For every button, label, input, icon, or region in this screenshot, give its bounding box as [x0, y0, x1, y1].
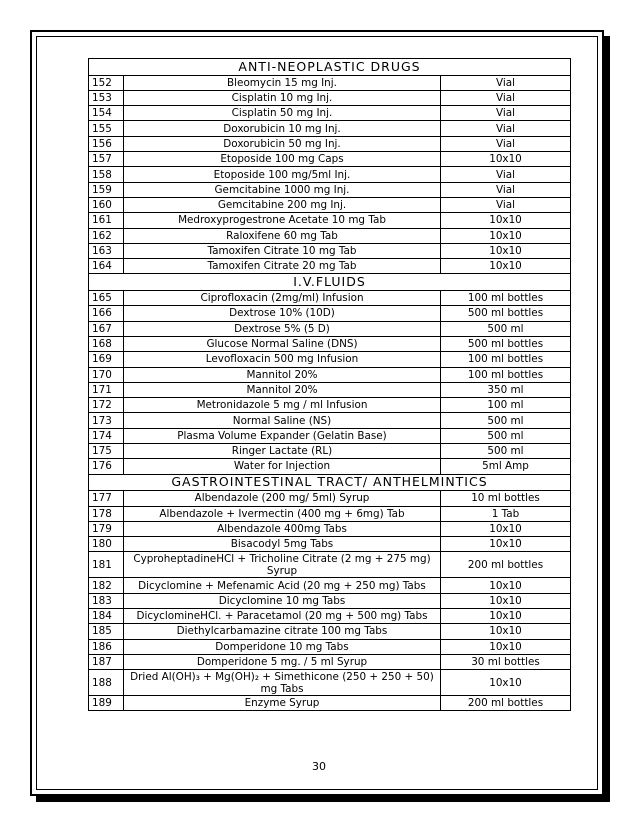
item-number: 169 — [89, 352, 124, 367]
drug-name: Plasma Volume Expander (Gelatin Base) — [124, 428, 441, 443]
pack-size: 10x10 — [441, 243, 571, 258]
item-number: 155 — [89, 121, 124, 136]
drug-name: Albendazole 400mg Tabs — [124, 521, 441, 536]
drug-name: Medroxyprogestrone Acetate 10 mg Tab — [124, 213, 441, 228]
drug-name: Glucose Normal Saline (DNS) — [124, 336, 441, 351]
table-row — [89, 291, 571, 306]
drug-name: Dicyclomine 10 mg Tabs — [124, 593, 441, 608]
pack-size: 350 ml — [441, 382, 571, 397]
item-number: 184 — [89, 608, 124, 623]
drug-name: Dextrose 10% (10D) — [124, 306, 441, 321]
item-number: 153 — [89, 90, 124, 105]
table-row — [89, 459, 571, 474]
drug-name: Ringer Lactate (RL) — [124, 444, 441, 459]
table-row — [89, 90, 571, 105]
drug-name: CyproheptadineHCl + Tricholine Citrate (2 mg + 275 mg) Syrup — [124, 552, 441, 578]
item-number: 165 — [89, 291, 124, 306]
table-row — [89, 444, 571, 459]
drug-list-body — [89, 59, 571, 711]
drug-name: Domperidone 5 mg. / 5 ml Syrup — [124, 654, 441, 669]
drug-name: Gemcitabine 200 mg Inj. — [124, 197, 441, 212]
item-number: 178 — [89, 506, 124, 521]
item-number: 186 — [89, 639, 124, 654]
drug-name: DicyclomineHCl. + Paracetamol (20 mg + 500 mg) Tabs — [124, 608, 441, 623]
table-row — [89, 696, 571, 711]
item-number: 179 — [89, 521, 124, 536]
item-number: 166 — [89, 306, 124, 321]
pack-size: 200 ml bottles — [441, 552, 571, 578]
pack-size: Vial — [441, 121, 571, 136]
table-row — [89, 639, 571, 654]
item-number: 154 — [89, 106, 124, 121]
pack-size: 10x10 — [441, 152, 571, 167]
pack-size: 500 ml — [441, 321, 571, 336]
pack-size: 1 Tab — [441, 506, 571, 521]
section-title: ANTI-NEOPLASTIC DRUGS — [89, 59, 571, 76]
pack-size: 10x10 — [441, 228, 571, 243]
table-row — [89, 654, 571, 669]
section-header-row — [89, 274, 571, 291]
table-row — [89, 106, 571, 121]
pack-size: 10x10 — [441, 578, 571, 593]
table-row — [89, 578, 571, 593]
table-row — [89, 136, 571, 151]
pack-size: 30 ml bottles — [441, 654, 571, 669]
item-number: 177 — [89, 491, 124, 506]
pack-size: 10x10 — [441, 593, 571, 608]
pack-size: 10x10 — [441, 639, 571, 654]
pack-size: 200 ml bottles — [441, 696, 571, 711]
table-row — [89, 593, 571, 608]
item-number: 171 — [89, 382, 124, 397]
item-number: 174 — [89, 428, 124, 443]
item-number: 181 — [89, 552, 124, 578]
table-row — [89, 336, 571, 351]
drug-name: Normal Saline (NS) — [124, 413, 441, 428]
drug-name: Dextrose 5% (5 D) — [124, 321, 441, 336]
item-number: 163 — [89, 243, 124, 258]
item-number: 185 — [89, 624, 124, 639]
item-number: 160 — [89, 197, 124, 212]
table-row — [89, 228, 571, 243]
table-row — [89, 182, 571, 197]
pack-size: 500 ml — [441, 428, 571, 443]
table-row — [89, 537, 571, 552]
pack-size: Vial — [441, 75, 571, 90]
item-number: 175 — [89, 444, 124, 459]
item-number: 158 — [89, 167, 124, 182]
pack-size: 500 ml — [441, 413, 571, 428]
drug-name: Bleomycin 15 mg Inj. — [124, 75, 441, 90]
section-header-row — [89, 59, 571, 76]
item-number: 188 — [89, 670, 124, 696]
pack-size: 10x10 — [441, 521, 571, 536]
pack-size: 5ml Amp — [441, 459, 571, 474]
drug-name: Domperidone 10 mg Tabs — [124, 639, 441, 654]
drug-name: Doxorubicin 50 mg Inj. — [124, 136, 441, 151]
item-number: 168 — [89, 336, 124, 351]
item-number: 172 — [89, 398, 124, 413]
drug-name: Levofloxacin 500 mg Infusion — [124, 352, 441, 367]
drug-name: Tamoxifen Citrate 10 mg Tab — [124, 243, 441, 258]
drug-name: Ciprofloxacin (2mg/ml) Infusion — [124, 291, 441, 306]
pack-size: Vial — [441, 182, 571, 197]
pack-size: 500 ml bottles — [441, 336, 571, 351]
drug-name: Metronidazole 5 mg / ml Infusion — [124, 398, 441, 413]
drug-name: Enzyme Syrup — [124, 696, 441, 711]
drug-name: Tamoxifen Citrate 20 mg Tab — [124, 259, 441, 274]
item-number: 152 — [89, 75, 124, 90]
item-number: 182 — [89, 578, 124, 593]
pack-size: 100 ml bottles — [441, 291, 571, 306]
pack-size: 10 ml bottles — [441, 491, 571, 506]
pack-size: Vial — [441, 90, 571, 105]
drug-list-table — [88, 58, 571, 711]
item-number: 164 — [89, 259, 124, 274]
drug-name: Albendazole + Ivermectin (400 mg + 6mg) Tab — [124, 506, 441, 521]
drug-name: Dried Al(OH)₃ + Mg(OH)₂ + Simethicone (250 + 250 + 50) mg Tabs — [124, 670, 441, 696]
pack-size: 500 ml bottles — [441, 306, 571, 321]
table-row — [89, 352, 571, 367]
table-row — [89, 506, 571, 521]
item-number: 176 — [89, 459, 124, 474]
page-number: 30 — [312, 760, 326, 773]
table-row — [89, 75, 571, 90]
table-row — [89, 670, 571, 696]
pack-size: 500 ml — [441, 444, 571, 459]
item-number: 161 — [89, 213, 124, 228]
drug-name: Etoposide 100 mg/5ml Inj. — [124, 167, 441, 182]
section-header-row — [89, 474, 571, 491]
item-number: 170 — [89, 367, 124, 382]
section-title: GASTROINTESTINAL TRACT/ ANTHELMINTICS — [89, 474, 571, 491]
drug-name: Raloxifene 60 mg Tab — [124, 228, 441, 243]
drug-name: Dicyclomine + Mefenamic Acid (20 mg + 250 mg) Tabs — [124, 578, 441, 593]
pack-size: Vial — [441, 197, 571, 212]
table-row — [89, 428, 571, 443]
item-number: 180 — [89, 537, 124, 552]
section-title: I.V.FLUIDS — [89, 274, 571, 291]
table-row — [89, 521, 571, 536]
drug-name: Cisplatin 50 mg Inj. — [124, 106, 441, 121]
pack-size: 10x10 — [441, 608, 571, 623]
pack-size: 10x10 — [441, 624, 571, 639]
item-number: 187 — [89, 654, 124, 669]
drug-name: Diethylcarbamazine citrate 100 mg Tabs — [124, 624, 441, 639]
table-row — [89, 321, 571, 336]
table-row — [89, 413, 571, 428]
item-number: 159 — [89, 182, 124, 197]
item-number: 162 — [89, 228, 124, 243]
item-number: 173 — [89, 413, 124, 428]
drug-name: Mannitol 20% — [124, 382, 441, 397]
pack-size: 10x10 — [441, 213, 571, 228]
table-row — [89, 624, 571, 639]
pack-size: 100 ml — [441, 398, 571, 413]
table-row — [89, 197, 571, 212]
table-row — [89, 121, 571, 136]
drug-name: Doxorubicin 10 mg Inj. — [124, 121, 441, 136]
table-row — [89, 491, 571, 506]
pack-size: Vial — [441, 136, 571, 151]
pack-size: 100 ml bottles — [441, 367, 571, 382]
drug-name: Gemcitabine 1000 mg Inj. — [124, 182, 441, 197]
item-number: 156 — [89, 136, 124, 151]
drug-name: Etoposide 100 mg Caps — [124, 152, 441, 167]
drug-name: Albendazole (200 mg/ 5ml) Syrup — [124, 491, 441, 506]
pack-size: 10x10 — [441, 537, 571, 552]
table-row — [89, 167, 571, 182]
table-row — [89, 306, 571, 321]
pack-size: 10x10 — [441, 259, 571, 274]
table-row — [89, 367, 571, 382]
table-row — [89, 552, 571, 578]
item-number: 189 — [89, 696, 124, 711]
table-row — [89, 398, 571, 413]
table-row — [89, 213, 571, 228]
table-row — [89, 382, 571, 397]
item-number: 183 — [89, 593, 124, 608]
drug-name: Water for Injection — [124, 459, 441, 474]
drug-name: Mannitol 20% — [124, 367, 441, 382]
pack-size: Vial — [441, 167, 571, 182]
table-row — [89, 259, 571, 274]
drug-name: Cisplatin 10 mg Inj. — [124, 90, 441, 105]
pack-size: Vial — [441, 106, 571, 121]
drug-name: Bisacodyl 5mg Tabs — [124, 537, 441, 552]
pack-size: 100 ml bottles — [441, 352, 571, 367]
table-row — [89, 608, 571, 623]
item-number: 157 — [89, 152, 124, 167]
table-row — [89, 243, 571, 258]
pack-size: 10x10 — [441, 670, 571, 696]
item-number: 167 — [89, 321, 124, 336]
table-row — [89, 152, 571, 167]
